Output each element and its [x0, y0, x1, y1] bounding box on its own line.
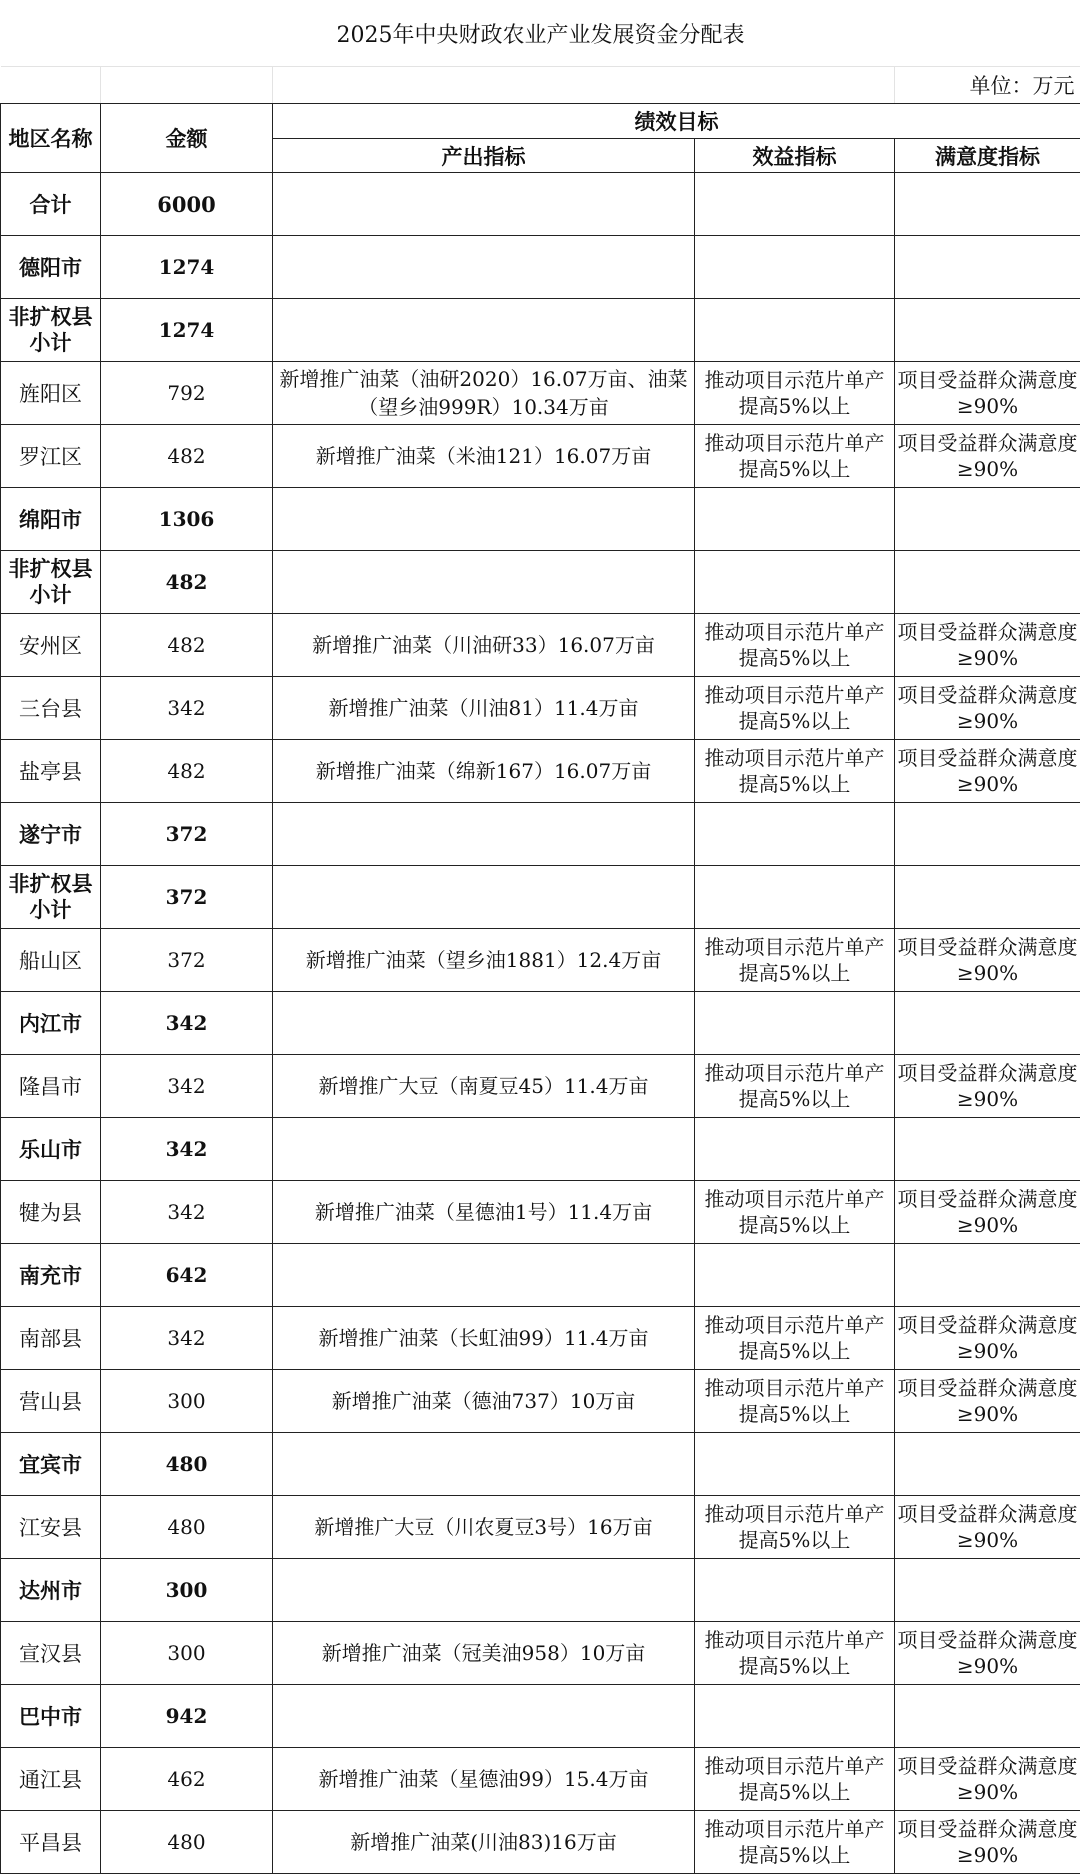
total-benefit [695, 173, 895, 236]
satisfaction-indicator [895, 551, 1080, 614]
amount: 300 [101, 1622, 273, 1685]
satisfaction-indicator: 项目受益群众满意度≥90% [895, 362, 1080, 425]
amount: 480 [101, 1433, 273, 1496]
satisfaction-indicator [895, 803, 1080, 866]
satisfaction-indicator [895, 1685, 1080, 1748]
satisfaction-indicator [895, 992, 1080, 1055]
benefit-indicator [695, 1118, 895, 1181]
header-benefit: 效益指标 [695, 139, 895, 173]
header-satisfaction: 满意度指标 [895, 139, 1080, 173]
benefit-indicator [695, 551, 895, 614]
table-row [1, 236, 1080, 299]
benefit-indicator [695, 1559, 895, 1622]
table-row [1, 677, 1080, 740]
output-indicator: 新增推广油菜（星德油1号）11.4万亩 [273, 1181, 695, 1244]
header-amount: 金额 [101, 104, 273, 173]
region-name: 非扩权县小计 [1, 551, 101, 614]
output-indicator: 新增推广油菜（油研2020）16.07万亩、油菜（望乡油999R）10.34万亩 [273, 362, 695, 425]
total-satisfaction [895, 173, 1080, 236]
output-indicator [273, 992, 695, 1055]
output-indicator [273, 803, 695, 866]
satisfaction-indicator: 项目受益群众满意度≥90% [895, 1748, 1080, 1811]
total-output [273, 173, 695, 236]
benefit-indicator: 推动项目示范片单产提高5%以上 [695, 740, 895, 803]
region-name: 遂宁市 [1, 803, 101, 866]
amount: 482 [101, 551, 273, 614]
amount: 642 [101, 1244, 273, 1307]
benefit-indicator: 推动项目示范片单产提高5%以上 [695, 1496, 895, 1559]
table-row [1, 866, 1080, 929]
satisfaction-indicator: 项目受益群众满意度≥90% [895, 1496, 1080, 1559]
output-indicator: 新增推广油菜（米油121）16.07万亩 [273, 425, 695, 488]
table-row [1, 929, 1080, 992]
amount: 462 [101, 1748, 273, 1811]
output-indicator [273, 299, 695, 362]
amount: 372 [101, 929, 273, 992]
total-row [1, 173, 1080, 236]
output-indicator: 新增推广油菜(川油83)16万亩 [273, 1811, 695, 1874]
satisfaction-indicator: 项目受益群众满意度≥90% [895, 1811, 1080, 1874]
amount: 482 [101, 740, 273, 803]
output-indicator: 新增推广大豆（川农夏豆3号）16万亩 [273, 1496, 695, 1559]
total-amount: 6000 [101, 173, 273, 236]
benefit-indicator: 推动项目示范片单产提高5%以上 [695, 677, 895, 740]
amount: 1274 [101, 299, 273, 362]
benefit-indicator: 推动项目示范片单产提高5%以上 [695, 1181, 895, 1244]
benefit-indicator [695, 1685, 895, 1748]
amount: 480 [101, 1496, 273, 1559]
output-indicator [273, 236, 695, 299]
satisfaction-indicator: 项目受益群众满意度≥90% [895, 1307, 1080, 1370]
region-name: 巴中市 [1, 1685, 101, 1748]
region-name: 非扩权县小计 [1, 866, 101, 929]
amount: 342 [101, 1118, 273, 1181]
header-output: 产出指标 [273, 139, 695, 173]
amount: 372 [101, 803, 273, 866]
table-row [1, 614, 1080, 677]
region-name: 旌阳区 [1, 362, 101, 425]
benefit-indicator: 推动项目示范片单产提高5%以上 [695, 1811, 895, 1874]
benefit-indicator: 推动项目示范片单产提高5%以上 [695, 362, 895, 425]
amount: 482 [101, 614, 273, 677]
satisfaction-indicator [895, 488, 1080, 551]
amount: 342 [101, 1181, 273, 1244]
benefit-indicator: 推动项目示范片单产提高5%以上 [695, 1370, 895, 1433]
table-row [1, 740, 1080, 803]
region-name: 非扩权县小计 [1, 299, 101, 362]
region-name: 德阳市 [1, 236, 101, 299]
region-name: 船山区 [1, 929, 101, 992]
satisfaction-indicator: 项目受益群众满意度≥90% [895, 740, 1080, 803]
satisfaction-indicator: 项目受益群众满意度≥90% [895, 1181, 1080, 1244]
header-region: 地区名称 [1, 104, 101, 173]
output-indicator [273, 866, 695, 929]
satisfaction-indicator [895, 1559, 1080, 1622]
amount: 342 [101, 677, 273, 740]
unit-label: 单位：万元 [895, 67, 1080, 104]
output-indicator [273, 1559, 695, 1622]
amount: 342 [101, 1055, 273, 1118]
output-indicator [273, 1433, 695, 1496]
benefit-indicator [695, 1244, 895, 1307]
output-indicator: 新增推广油菜（川油研33）16.07万亩 [273, 614, 695, 677]
output-indicator [273, 1244, 695, 1307]
amount: 300 [101, 1559, 273, 1622]
benefit-indicator [695, 236, 895, 299]
table-row [1, 803, 1080, 866]
table-row [1, 362, 1080, 425]
output-indicator: 新增推广油菜（德油737）10万亩 [273, 1370, 695, 1433]
region-name: 平昌县 [1, 1811, 101, 1874]
region-name: 内江市 [1, 992, 101, 1055]
region-name: 犍为县 [1, 1181, 101, 1244]
benefit-indicator: 推动项目示范片单产提高5%以上 [695, 929, 895, 992]
table-row [1, 425, 1080, 488]
benefit-indicator: 推动项目示范片单产提高5%以上 [695, 1622, 895, 1685]
output-indicator: 新增推广油菜（冠美油958）10万亩 [273, 1622, 695, 1685]
benefit-indicator [695, 866, 895, 929]
region-name: 安州区 [1, 614, 101, 677]
amount: 482 [101, 425, 273, 488]
table-row [1, 1496, 1080, 1559]
amount: 792 [101, 362, 273, 425]
satisfaction-indicator [895, 236, 1080, 299]
benefit-indicator: 推动项目示范片单产提高5%以上 [695, 1055, 895, 1118]
benefit-indicator [695, 1433, 895, 1496]
output-indicator: 新增推广油菜（望乡油1881）12.4万亩 [273, 929, 695, 992]
region-name: 江安县 [1, 1496, 101, 1559]
amount: 342 [101, 992, 273, 1055]
header-performance: 绩效目标 [273, 104, 1080, 139]
blank-cell [273, 67, 895, 104]
table-row [1, 1118, 1080, 1181]
satisfaction-indicator [895, 866, 1080, 929]
region-name: 达州市 [1, 1559, 101, 1622]
satisfaction-indicator [895, 1244, 1080, 1307]
output-indicator [273, 1118, 695, 1181]
satisfaction-indicator [895, 1118, 1080, 1181]
satisfaction-indicator: 项目受益群众满意度≥90% [895, 425, 1080, 488]
table-row [1, 1748, 1080, 1811]
satisfaction-indicator [895, 299, 1080, 362]
region-name: 三台县 [1, 677, 101, 740]
amount: 480 [101, 1811, 273, 1874]
region-name: 南部县 [1, 1307, 101, 1370]
table-row [1, 1622, 1080, 1685]
amount: 372 [101, 866, 273, 929]
output-indicator: 新增推广大豆（南夏豆45）11.4万亩 [273, 1055, 695, 1118]
output-indicator [273, 1685, 695, 1748]
benefit-indicator [695, 992, 895, 1055]
benefit-indicator: 推动项目示范片单产提高5%以上 [695, 1748, 895, 1811]
region-name: 隆昌市 [1, 1055, 101, 1118]
benefit-indicator [695, 488, 895, 551]
page-title: 2025年中央财政农业产业发展资金分配表 [1, 0, 1080, 67]
table-row [1, 551, 1080, 614]
table-row [1, 488, 1080, 551]
output-indicator [273, 488, 695, 551]
region-name: 乐山市 [1, 1118, 101, 1181]
region-name: 罗江区 [1, 425, 101, 488]
table-row [1, 1244, 1080, 1307]
amount: 300 [101, 1370, 273, 1433]
blank-cell [1, 67, 101, 104]
satisfaction-indicator: 项目受益群众满意度≥90% [895, 1622, 1080, 1685]
total-label: 合计 [1, 173, 101, 236]
region-name: 通江县 [1, 1748, 101, 1811]
output-indicator: 新增推广油菜（星德油99）15.4万亩 [273, 1748, 695, 1811]
benefit-indicator [695, 299, 895, 362]
region-name: 盐亭县 [1, 740, 101, 803]
amount: 942 [101, 1685, 273, 1748]
region-name: 宣汉县 [1, 1622, 101, 1685]
table-row [1, 1307, 1080, 1370]
output-indicator: 新增推广油菜（绵新167）16.07万亩 [273, 740, 695, 803]
table-row [1, 1685, 1080, 1748]
table-row [1, 1433, 1080, 1496]
blank-cell [101, 67, 273, 104]
benefit-indicator: 推动项目示范片单产提高5%以上 [695, 425, 895, 488]
satisfaction-indicator [895, 1433, 1080, 1496]
table-row [1, 1055, 1080, 1118]
output-indicator: 新增推广油菜（川油81）11.4万亩 [273, 677, 695, 740]
amount: 1306 [101, 488, 273, 551]
table-row [1, 1559, 1080, 1622]
satisfaction-indicator: 项目受益群众满意度≥90% [895, 929, 1080, 992]
table-row [1, 1370, 1080, 1433]
amount: 342 [101, 1307, 273, 1370]
table-row [1, 299, 1080, 362]
region-name: 南充市 [1, 1244, 101, 1307]
satisfaction-indicator: 项目受益群众满意度≥90% [895, 1055, 1080, 1118]
satisfaction-indicator: 项目受益群众满意度≥90% [895, 614, 1080, 677]
benefit-indicator: 推动项目示范片单产提高5%以上 [695, 1307, 895, 1370]
region-name: 绵阳市 [1, 488, 101, 551]
region-name: 营山县 [1, 1370, 101, 1433]
table-row [1, 1181, 1080, 1244]
table-row [1, 1811, 1080, 1874]
output-indicator [273, 551, 695, 614]
amount: 1274 [101, 236, 273, 299]
benefit-indicator [695, 803, 895, 866]
satisfaction-indicator: 项目受益群众满意度≥90% [895, 677, 1080, 740]
region-name: 宜宾市 [1, 1433, 101, 1496]
output-indicator: 新增推广油菜（长虹油99）11.4万亩 [273, 1307, 695, 1370]
benefit-indicator: 推动项目示范片单产提高5%以上 [695, 614, 895, 677]
satisfaction-indicator: 项目受益群众满意度≥90% [895, 1370, 1080, 1433]
table-row [1, 992, 1080, 1055]
